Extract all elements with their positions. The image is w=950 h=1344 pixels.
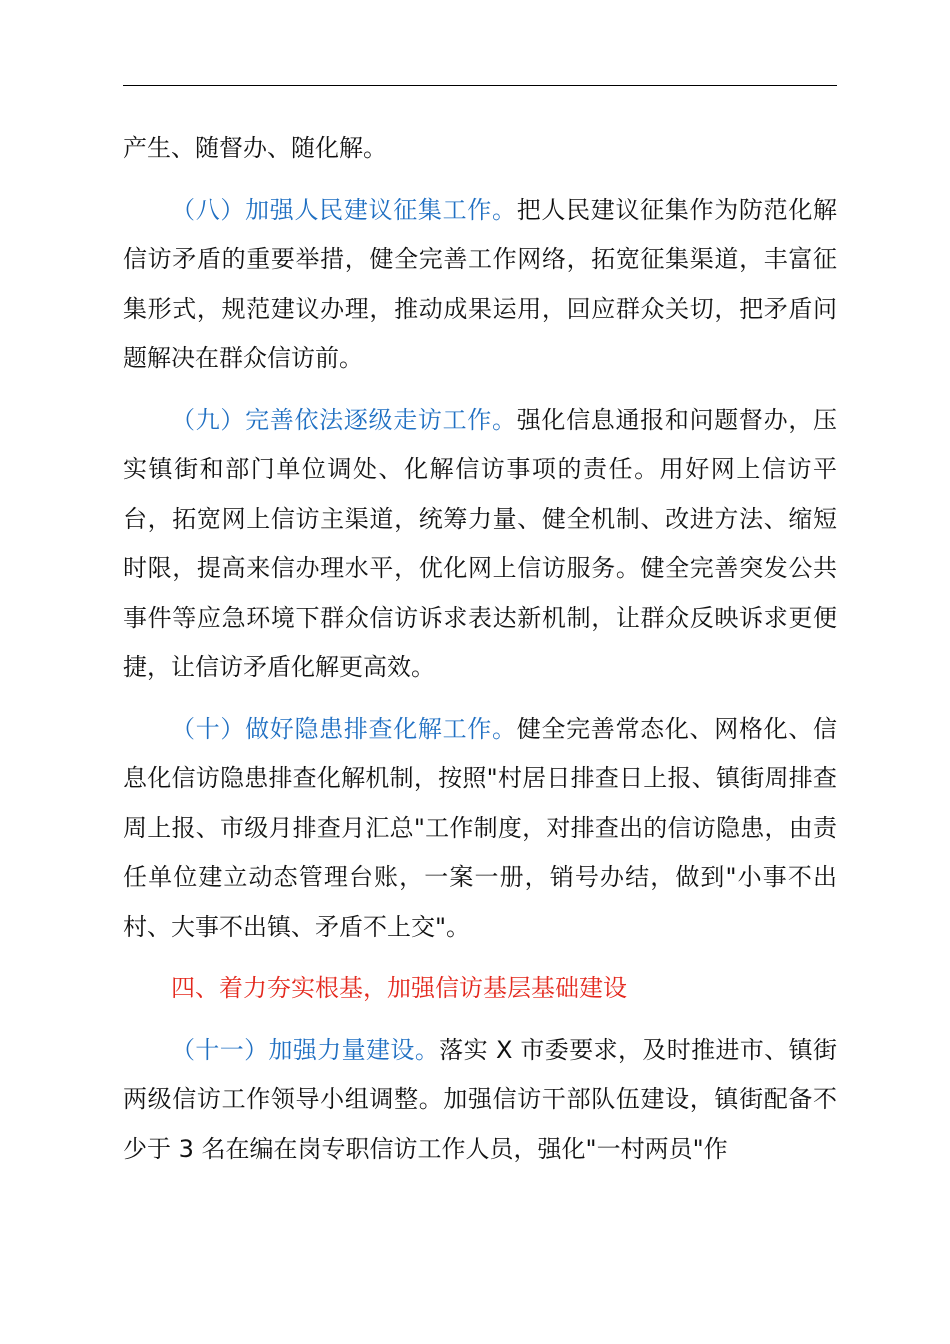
continuation-text: 产生、随督办、随化解。 — [123, 134, 387, 162]
section-body-11: 落实 X 市委要求，及时推进市、镇街两级信访工作领导小组调整。加强信访干部队伍建设，镇街配备不少于 3 名在编在岗专职信访工作人员，强化"一村两员"作 — [123, 1035, 838, 1163]
section-body-9: 强化信息通报和问题督办，压实镇街和部门单位调处、化解信访事项的责任。用好网上信访平台，拓宽网上信访主渠道，统筹力量、健全机制、改进方法、缩短时限，提高来信办理水平，优化网上信访服务。健全完善突发公共事件等应急环境下群众信访诉求表达新机制，让群众反映诉求更便捷，让信访矛盾化解更高效。 — [123, 405, 838, 681]
section-paragraph-8 — [123, 186, 837, 384]
section-lead-10: （十）做好隐患排查化解工作。 — [171, 714, 517, 743]
section-body-10: 健全完善常态化、网格化、信息化信访隐患排查化解机制，按照"村居日排查日上报、镇街周排查周上报、市级月排查月汇总"工作制度，对排查出的信访隐患，由责任单位建立动态管理台账，一案一册，销号办结，做到"小事不出村、大事不出镇、矛盾不上交"。 — [123, 714, 838, 941]
section-lead-9: （九）完善依法逐级走访工作。 — [171, 405, 517, 434]
header-rule — [123, 85, 837, 86]
section-paragraph-11 — [123, 1026, 837, 1175]
section-body-8: 把人民建议征集作为防范化解信访矛盾的重要举措，健全完善工作网络，拓宽征集渠道，丰富征集形式，规范建议办理，推动成果运用，回应群众关切，把矛盾问题解决在群众信访前。 — [123, 195, 838, 372]
document-body — [123, 124, 837, 1186]
chapter-heading — [123, 964, 837, 1014]
continuation-paragraph — [123, 124, 837, 174]
section-lead-8: （八）加强人民建议征集工作。 — [171, 195, 517, 224]
section-lead-11: （十一）加强力量建设。 — [171, 1035, 440, 1064]
chapter-heading-text: 四、着力夯实根基，加强信访基层基础建设 — [171, 974, 627, 1002]
section-paragraph-10 — [123, 705, 837, 953]
section-paragraph-9 — [123, 396, 837, 693]
